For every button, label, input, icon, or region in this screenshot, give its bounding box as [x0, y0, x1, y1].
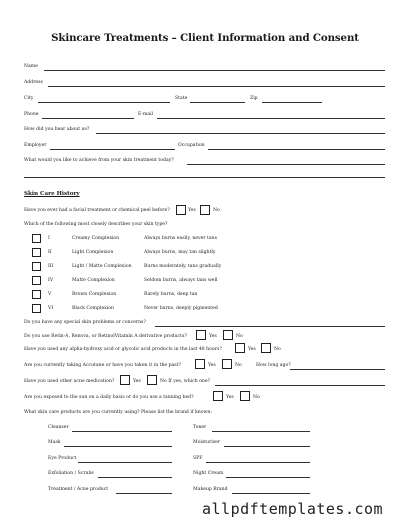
zip-field[interactable] — [262, 102, 322, 103]
retin-yes-label: Yes — [209, 334, 217, 339]
name-label: Name — [24, 64, 38, 69]
product-field[interactable] — [116, 493, 172, 494]
skin-type-num: III — [48, 264, 54, 269]
accutane-yes-checkbox[interactable] — [195, 359, 205, 369]
aha-yes-label: Yes — [248, 347, 256, 352]
skin-type-checkbox[interactable] — [32, 276, 41, 285]
achieve-label: What would you like to achieve from your skin treatment today? — [24, 158, 174, 163]
aha-no-checkbox[interactable] — [261, 343, 271, 353]
employer-label: Employer — [24, 143, 47, 148]
how-long-field[interactable] — [290, 369, 385, 370]
product-field[interactable] — [78, 462, 172, 463]
address-label: Address — [24, 80, 43, 85]
skin-type-complexion: Light Complexion — [72, 250, 114, 255]
q-medication: Have you used other acne medication? — [24, 379, 115, 384]
phone-label: Phone — [24, 112, 39, 117]
section-heading: Skin Care History — [24, 191, 80, 197]
product-label: Eye Product — [48, 456, 77, 461]
product-label: SPF — [193, 456, 203, 461]
skin-type-num: V — [48, 292, 52, 297]
product-field[interactable] — [212, 431, 310, 432]
product-label: Makeup Brand — [193, 487, 228, 492]
medication-which-field[interactable] — [215, 385, 385, 386]
medication-yes-checkbox[interactable] — [120, 375, 130, 385]
accutane-no-label: No — [235, 363, 242, 368]
skin-type-desc: Always burns easily, never tans — [144, 236, 217, 241]
product-label: Exfoliation / Scrubs — [48, 471, 94, 476]
how-long-label: How long ago? — [256, 363, 291, 368]
phone-field[interactable] — [42, 118, 134, 119]
facial-no-label: No — [213, 208, 220, 213]
address-field[interactable] — [48, 86, 385, 87]
q-accutane: Are you currently taking Accutane or have you taken it in the past? — [24, 363, 181, 368]
skin-type-num: IV — [48, 278, 54, 283]
achieve-field-2[interactable] — [24, 177, 385, 178]
product-field[interactable] — [72, 431, 172, 432]
skin-type-checkbox[interactable] — [32, 304, 41, 313]
product-field[interactable] — [226, 477, 310, 478]
product-field[interactable] — [98, 477, 172, 478]
q-skintype: Which of the following most closely describes your skin type? — [24, 222, 168, 227]
form-title: Skincare Treatments – Client Information and Consent — [51, 32, 359, 44]
accutane-yes-label: Yes — [208, 363, 216, 368]
skin-type-complexion: Black Complexion — [72, 306, 114, 311]
product-field[interactable] — [232, 493, 310, 494]
occupation-label: Occupation — [178, 143, 205, 148]
q-aha: Have you used any alpha-hydroxy acid or glycolic acid products in the last 48 hours? — [24, 347, 222, 352]
product-label: Cleanser — [48, 425, 69, 430]
zip-label: Zip — [250, 96, 258, 101]
skin-type-num: VI — [48, 306, 54, 311]
state-field[interactable] — [190, 102, 245, 103]
watermark: allpdftemplates.com — [202, 500, 384, 518]
medication-yes-label: Yes — [133, 379, 141, 384]
occupation-field[interactable] — [208, 149, 385, 150]
skin-type-checkbox[interactable] — [32, 262, 41, 271]
facial-yes-checkbox[interactable] — [176, 205, 186, 215]
skin-type-complexion: Light / Matte Complexion — [72, 264, 132, 269]
retin-no-label: No — [236, 334, 243, 339]
q-facial: Have you ever had a facial treatment or chemical peel before? — [24, 208, 170, 213]
product-label: Night Cream — [193, 471, 224, 476]
q-problems: Do you have any special skin problems or concerns? — [24, 320, 146, 325]
sun-yes-checkbox[interactable] — [213, 391, 223, 401]
skin-type-desc: Seldom burns, always tans well — [144, 278, 218, 283]
skin-type-checkbox[interactable] — [32, 290, 41, 299]
skin-type-complexion: Brown Complexion — [72, 292, 117, 297]
sun-no-checkbox[interactable] — [240, 391, 250, 401]
product-label: Toner — [193, 425, 207, 430]
skin-type-desc: Burns moderately, tans gradually — [144, 264, 222, 269]
product-field[interactable] — [64, 446, 172, 447]
achieve-field[interactable] — [187, 164, 385, 165]
name-field[interactable] — [44, 70, 385, 71]
product-field[interactable] — [206, 462, 310, 463]
medication-no-label: No If yes, which one? — [160, 379, 211, 384]
skin-type-complexion: Matte Complexion — [72, 278, 115, 283]
city-label: City — [24, 96, 34, 101]
skin-type-complexion: Creamy Complexion — [72, 236, 120, 241]
medication-no-checkbox[interactable] — [147, 375, 157, 385]
sun-yes-label: Yes — [226, 395, 234, 400]
product-field[interactable] — [224, 446, 310, 447]
skin-type-desc: Rarely burns, deep tan — [144, 292, 198, 297]
aha-yes-checkbox[interactable] — [235, 343, 245, 353]
state-label: State — [175, 96, 188, 101]
accutane-no-checkbox[interactable] — [222, 359, 232, 369]
skin-type-desc: Always burns, may tan slightly — [144, 250, 216, 255]
retin-yes-checkbox[interactable] — [196, 330, 206, 340]
q-sun: Are you exposed to the sun on a daily basis or do you use a tanning bed? — [24, 395, 194, 400]
problems-field[interactable] — [155, 326, 385, 327]
skin-type-checkbox[interactable] — [32, 234, 41, 243]
product-label: Moisturizer — [193, 440, 221, 445]
skin-type-num: II — [48, 250, 52, 255]
aha-no-label: No — [274, 347, 281, 352]
product-label: Mask — [48, 440, 61, 445]
skin-type-num: I — [48, 236, 50, 241]
facial-yes-label: Yes — [188, 208, 196, 213]
facial-no-checkbox[interactable] — [200, 205, 210, 215]
employer-field[interactable] — [50, 149, 175, 150]
retin-no-checkbox[interactable] — [223, 330, 233, 340]
sun-no-label: No — [253, 395, 260, 400]
product-label: Treatment / Acne product — [48, 487, 109, 492]
email-label: E-mail — [138, 112, 154, 117]
city-field[interactable] — [38, 102, 170, 103]
hear-field[interactable] — [96, 133, 385, 134]
skin-type-checkbox[interactable] — [32, 248, 41, 257]
q-products: What skin care products are you currently using? Please list the brand if known: — [24, 410, 212, 415]
q-retin: Do you use Retin-A, Renova, or RetinolVitamin A derivative products? — [24, 334, 187, 339]
skin-type-desc: Never burns, deeply pigmented — [144, 306, 218, 311]
hear-label: How did you hear about us? — [24, 127, 90, 132]
email-field[interactable] — [157, 118, 385, 119]
